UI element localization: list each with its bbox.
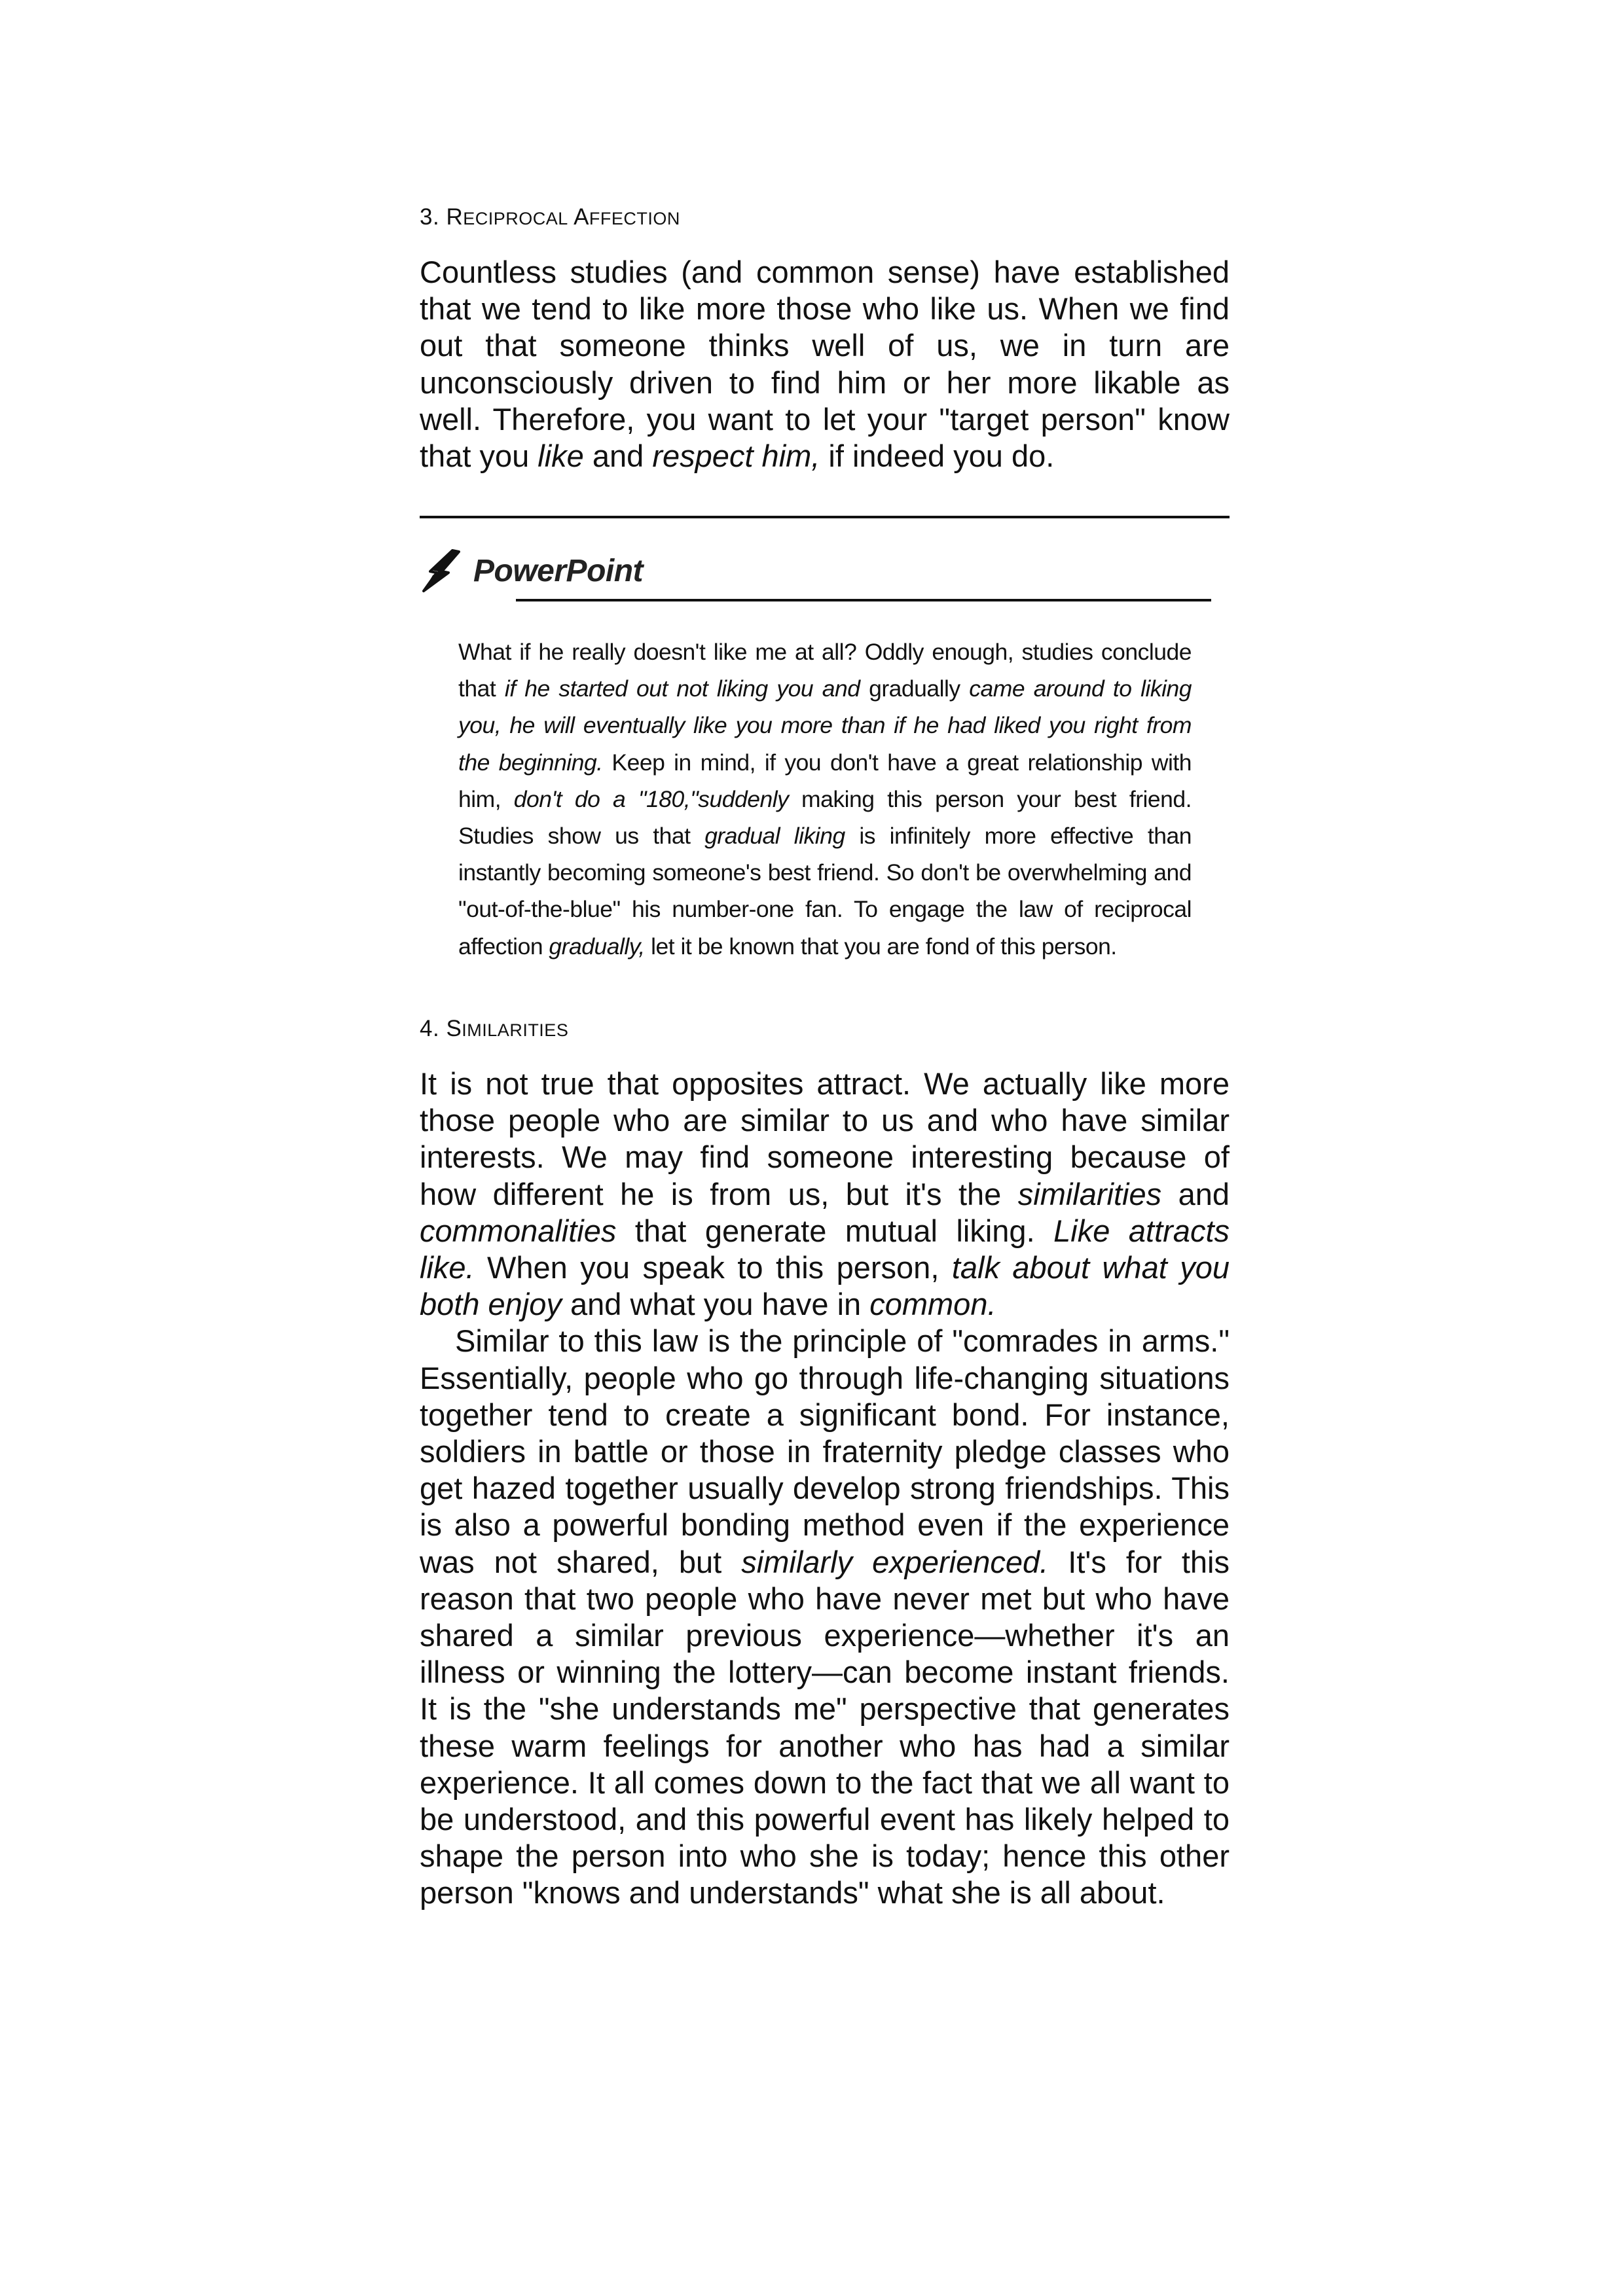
heading-smallcaps: IMILARITIES xyxy=(462,1020,569,1040)
text-run: if indeed you do. xyxy=(820,439,1055,474)
text-run: gradually xyxy=(860,675,970,702)
emphasis: don't do a "180,"suddenly xyxy=(513,785,789,812)
emphasis: similarities xyxy=(1017,1176,1162,1211)
text-run: is infinitely more effective than instantly becoming someone's best friend. So don't be overwhelming and "out-of-the-blue" his number-one fan. To engage the law of reciprocal affection xyxy=(458,823,1192,960)
paragraph xyxy=(420,1066,1230,1323)
section-4-heading xyxy=(420,1016,1230,1042)
paragraph xyxy=(420,254,1230,475)
text-run: Keep in mind, if you don't have a great relationship with him, xyxy=(458,749,1192,812)
text-run: Similar to this law is the principle of "comrades in arms." Essentially, people who go through life-changing situations together tend to create a significant bond. For instance, soldiers in battle or those in fraternity pledge classes who get hazed together usually develop strong friendships. This is also a powerful bonding method even if the experience was not shared, but xyxy=(420,1323,1230,1579)
emphasis: gradually, xyxy=(549,933,645,960)
emphasis: Like attracts like. xyxy=(420,1213,1230,1285)
emphasis: gradual liking xyxy=(704,823,845,850)
powerpoint-body xyxy=(458,634,1192,965)
divider-rule xyxy=(420,516,1230,518)
heading-initial: S xyxy=(446,1016,462,1041)
section-3-heading xyxy=(420,204,1230,230)
emphasis: commonalities xyxy=(420,1213,617,1248)
text-run: When you speak to this person, xyxy=(474,1250,952,1285)
emphasis: talk about what you both enjoy xyxy=(420,1250,1230,1322)
emphasis: if he started out not liking you and xyxy=(504,675,860,702)
text-run: let it be known that you are fond of this person. xyxy=(644,933,1117,960)
emphasis: like xyxy=(538,439,584,474)
text-run: It is not true that opposites attract. We actually like more those people who are similar to us and who have similar interests. We may find someone interesting because of how different he is from us, but it's the xyxy=(420,1066,1230,1211)
text-run: and xyxy=(1161,1176,1230,1211)
text-run: What if he really doesn't like me at all? Oddly enough, studies conclude that xyxy=(458,639,1192,702)
section-number: 3. xyxy=(420,204,440,230)
powerpoint-title-underline xyxy=(516,599,1211,601)
heading-smallcaps: FFECTION xyxy=(589,209,680,228)
section-3-body xyxy=(420,254,1230,475)
text-run: that generate mutual liking. xyxy=(616,1213,1054,1248)
heading-initial: A xyxy=(574,204,589,230)
section-4-body xyxy=(420,1066,1230,1912)
powerpoint-header xyxy=(420,545,643,597)
paragraph xyxy=(420,1323,1230,1911)
text-run: and xyxy=(583,439,653,474)
section-number: 4. xyxy=(420,1016,440,1041)
heading-smallcaps: ECIPROCAL xyxy=(463,209,568,228)
emphasis: similarly experienced. xyxy=(741,1544,1049,1579)
emphasis: came around to liking you, he will eventually like you more than if he had liked you right from the beginning. xyxy=(458,675,1192,776)
paragraph xyxy=(458,634,1192,965)
emphasis: respect him, xyxy=(652,439,820,474)
powerpoint-title: PowerPoint xyxy=(473,553,644,588)
text-run: and what you have in xyxy=(561,1287,870,1322)
text-run: It's for this reason that two people who have never met but who have shared a similar previous experience—whether it's an illness or winning the lottery—can become instant friends. It is the "she understands me" perspective that generates these warm feelings for another who has had a similar experience. It all comes down to the fact that we all want to be understood, and this powerful event has likely helped to shape the person into who she is today; hence this other person "knows and understands" what she is all about. xyxy=(420,1544,1230,1910)
text-run: Countless studies (and common sense) have established that we tend to like more those who like us. When we find out that someone thinks well of us, we in turn are unconsciously driven to find him or her more likable as well. Therefore, you want to let your "target person" know that you xyxy=(420,255,1230,474)
emphasis: common. xyxy=(869,1287,996,1322)
text-run: making this person your best friend. Studies show us that xyxy=(458,785,1192,850)
heading-initial: R xyxy=(446,204,464,230)
lightning-bolt-icon xyxy=(420,549,460,592)
